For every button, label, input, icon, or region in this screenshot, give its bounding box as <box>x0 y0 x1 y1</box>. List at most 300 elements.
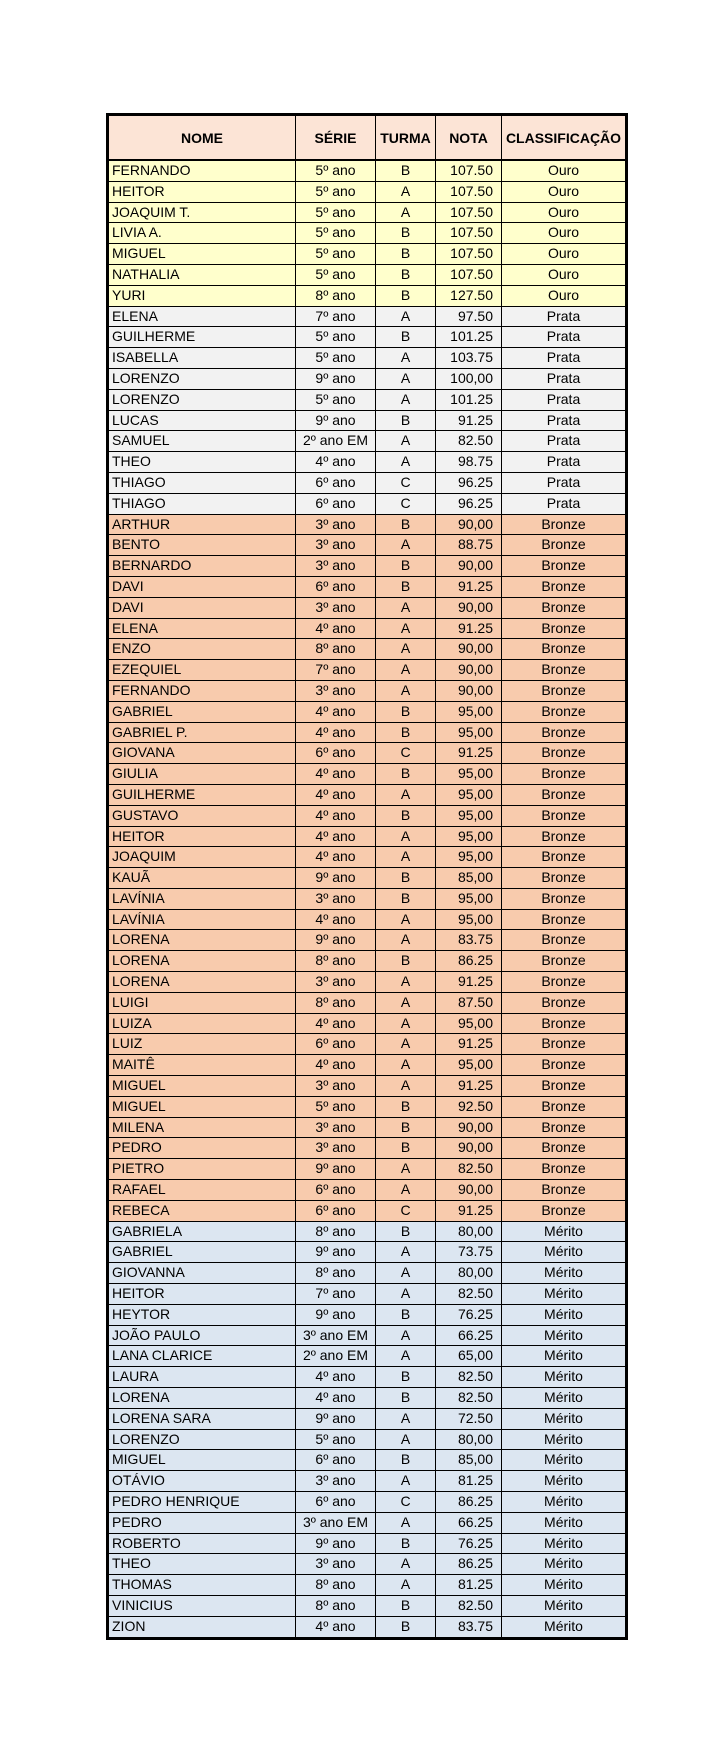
cell-classificacao: Bronze <box>502 1055 627 1076</box>
cell-classificacao: Bronze <box>502 1076 627 1097</box>
table-row <box>108 285 627 306</box>
header-nome: NOME <box>108 115 296 161</box>
cell-classificacao: Bronze <box>502 1096 627 1117</box>
cell-classificacao: Ouro <box>502 244 627 265</box>
table-row <box>108 1076 627 1097</box>
cell-nome: MIGUEL <box>108 1076 296 1097</box>
cell-nome: PEDRO <box>108 1138 296 1159</box>
cell-nome: JOÃO PAULO <box>108 1325 296 1346</box>
cell-turma: B <box>376 576 436 597</box>
cell-turma: A <box>376 431 436 452</box>
cell-classificacao: Mérito <box>502 1367 627 1388</box>
cell-serie: 4º ano <box>296 1616 376 1638</box>
cell-nota: 88.75 <box>436 535 502 556</box>
cell-turma: A <box>376 1284 436 1305</box>
cell-nome: LAVÍNIA <box>108 888 296 909</box>
table-row <box>108 452 627 473</box>
cell-nome: PIETRO <box>108 1159 296 1180</box>
cell-nome: MIGUEL <box>108 244 296 265</box>
cell-classificacao: Bronze <box>502 1159 627 1180</box>
cell-turma: A <box>376 660 436 681</box>
cell-serie: 3º ano EM <box>296 1512 376 1533</box>
cell-nome: GUILHERME <box>108 784 296 805</box>
results-table <box>106 113 628 1640</box>
cell-classificacao: Mérito <box>502 1263 627 1284</box>
cell-serie: 6º ano <box>296 576 376 597</box>
cell-classificacao: Bronze <box>502 805 627 826</box>
cell-serie: 8º ano <box>296 639 376 660</box>
cell-nota: 95,00 <box>436 784 502 805</box>
table-row <box>108 1117 627 1138</box>
cell-nota: 107.50 <box>436 244 502 265</box>
cell-nota: 107.50 <box>436 223 502 244</box>
cell-serie: 5º ano <box>296 389 376 410</box>
cell-classificacao: Bronze <box>502 868 627 889</box>
cell-turma: A <box>376 680 436 701</box>
cell-nome: EZEQUIEL <box>108 660 296 681</box>
cell-nota: 91.25 <box>436 743 502 764</box>
table-row <box>108 181 627 202</box>
cell-nome: HEITOR <box>108 826 296 847</box>
cell-turma: A <box>376 1013 436 1034</box>
cell-nome: THEO <box>108 452 296 473</box>
cell-classificacao: Mérito <box>502 1616 627 1638</box>
cell-nome: LORENA <box>108 930 296 951</box>
cell-serie: 4º ano <box>296 805 376 826</box>
cell-turma: A <box>376 1512 436 1533</box>
cell-nome: LUIZ <box>108 1034 296 1055</box>
cell-nota: 90,00 <box>436 1138 502 1159</box>
cell-serie: 4º ano <box>296 1367 376 1388</box>
cell-nome: VINICIUS <box>108 1595 296 1616</box>
cell-turma: B <box>376 701 436 722</box>
cell-serie: 3º ano <box>296 1117 376 1138</box>
cell-nota: 90,00 <box>436 514 502 535</box>
cell-serie: 4º ano <box>296 1013 376 1034</box>
cell-turma: A <box>376 202 436 223</box>
cell-nota: 80,00 <box>436 1263 502 1284</box>
table-row <box>108 1429 627 1450</box>
table-row <box>108 202 627 223</box>
cell-nota: 101.25 <box>436 327 502 348</box>
cell-nota: 82.50 <box>436 1284 502 1305</box>
cell-nome: SAMUEL <box>108 431 296 452</box>
cell-nota: 86.25 <box>436 951 502 972</box>
cell-serie: 6º ano <box>296 1200 376 1221</box>
cell-turma: A <box>376 1429 436 1450</box>
cell-turma: A <box>376 597 436 618</box>
table-row <box>108 680 627 701</box>
table-row <box>108 1304 627 1325</box>
cell-nota: 72.50 <box>436 1408 502 1429</box>
cell-nota: 96.25 <box>436 472 502 493</box>
cell-serie: 3º ano EM <box>296 1325 376 1346</box>
header-classificacao: CLASSIFICAÇÃO <box>502 115 627 161</box>
cell-serie: 3º ano <box>296 597 376 618</box>
cell-classificacao: Mérito <box>502 1554 627 1575</box>
cell-nome: LORENA <box>108 972 296 993</box>
cell-nome: BERNARDO <box>108 556 296 577</box>
cell-nome: MIGUEL <box>108 1096 296 1117</box>
cell-serie: 3º ano <box>296 888 376 909</box>
cell-classificacao: Mérito <box>502 1471 627 1492</box>
cell-nome: ZION <box>108 1616 296 1638</box>
cell-nome: ROBERTO <box>108 1533 296 1554</box>
table-row <box>108 1492 627 1513</box>
cell-serie: 9º ano <box>296 368 376 389</box>
cell-nota: 107.50 <box>436 160 502 181</box>
cell-nota: 91.25 <box>436 1200 502 1221</box>
cell-nota: 91.25 <box>436 1076 502 1097</box>
cell-nota: 82.50 <box>436 1388 502 1409</box>
cell-nota: 86.25 <box>436 1554 502 1575</box>
cell-nota: 103.75 <box>436 348 502 369</box>
cell-nota: 91.25 <box>436 1034 502 1055</box>
cell-nome: JOAQUIM <box>108 847 296 868</box>
cell-serie: 3º ano <box>296 1554 376 1575</box>
cell-turma: A <box>376 1159 436 1180</box>
cell-classificacao: Prata <box>502 431 627 452</box>
cell-classificacao: Bronze <box>502 743 627 764</box>
cell-classificacao: Bronze <box>502 888 627 909</box>
cell-serie: 5º ano <box>296 1096 376 1117</box>
cell-serie: 8º ano <box>296 1595 376 1616</box>
cell-classificacao: Mérito <box>502 1575 627 1596</box>
cell-nota: 90,00 <box>436 556 502 577</box>
cell-serie: 4º ano <box>296 784 376 805</box>
cell-nota: 82.50 <box>436 1595 502 1616</box>
cell-turma: A <box>376 1346 436 1367</box>
cell-nome: GIOVANA <box>108 743 296 764</box>
cell-nome: LAURA <box>108 1367 296 1388</box>
table-row <box>108 431 627 452</box>
cell-serie: 3º ano <box>296 514 376 535</box>
cell-nome: GABRIEL P. <box>108 722 296 743</box>
cell-classificacao: Bronze <box>502 514 627 535</box>
cell-turma: B <box>376 160 436 181</box>
cell-serie: 6º ano <box>296 743 376 764</box>
cell-nome: ELENA <box>108 618 296 639</box>
cell-nome: LUIGI <box>108 992 296 1013</box>
cell-nota: 91.25 <box>436 972 502 993</box>
cell-serie: 4º ano <box>296 1055 376 1076</box>
cell-serie: 4º ano <box>296 701 376 722</box>
cell-classificacao: Bronze <box>502 992 627 1013</box>
cell-turma: A <box>376 1471 436 1492</box>
cell-nome: LANA CLARICE <box>108 1346 296 1367</box>
cell-nota: 127.50 <box>436 285 502 306</box>
cell-nota: 90,00 <box>436 660 502 681</box>
cell-nota: 101.25 <box>436 389 502 410</box>
table-row <box>108 992 627 1013</box>
cell-nome: GUSTAVO <box>108 805 296 826</box>
header-serie: SÉRIE <box>296 115 376 161</box>
cell-turma: B <box>376 1221 436 1242</box>
cell-classificacao: Bronze <box>502 556 627 577</box>
cell-serie: 9º ano <box>296 410 376 431</box>
cell-serie: 2º ano EM <box>296 431 376 452</box>
cell-turma: B <box>376 285 436 306</box>
table-row <box>108 514 627 535</box>
table-row <box>108 784 627 805</box>
cell-turma: B <box>376 805 436 826</box>
cell-turma: C <box>376 493 436 514</box>
cell-turma: C <box>376 1200 436 1221</box>
cell-classificacao: Bronze <box>502 535 627 556</box>
cell-turma: A <box>376 1180 436 1201</box>
cell-nome: ISABELLA <box>108 348 296 369</box>
cell-classificacao: Prata <box>502 368 627 389</box>
table-row <box>108 244 627 265</box>
cell-serie: 9º ano <box>296 1242 376 1263</box>
cell-classificacao: Bronze <box>502 930 627 951</box>
cell-serie: 3º ano <box>296 1138 376 1159</box>
cell-nota: 95,00 <box>436 722 502 743</box>
cell-serie: 6º ano <box>296 1450 376 1471</box>
cell-turma: B <box>376 327 436 348</box>
table-row <box>108 597 627 618</box>
cell-serie: 6º ano <box>296 472 376 493</box>
cell-nota: 90,00 <box>436 1180 502 1201</box>
cell-nome: RAFAEL <box>108 1180 296 1201</box>
table-row <box>108 1554 627 1575</box>
cell-nota: 95,00 <box>436 701 502 722</box>
cell-turma: A <box>376 306 436 327</box>
cell-nota: 82.50 <box>436 1367 502 1388</box>
table-row <box>108 1325 627 1346</box>
cell-serie: 5º ano <box>296 348 376 369</box>
cell-serie: 6º ano <box>296 493 376 514</box>
cell-classificacao: Bronze <box>502 826 627 847</box>
cell-classificacao: Mérito <box>502 1221 627 1242</box>
cell-classificacao: Bronze <box>502 618 627 639</box>
cell-classificacao: Bronze <box>502 701 627 722</box>
cell-serie: 6º ano <box>296 1180 376 1201</box>
cell-classificacao: Ouro <box>502 223 627 244</box>
cell-nome: THIAGO <box>108 472 296 493</box>
cell-turma: A <box>376 1554 436 1575</box>
cell-serie: 4º ano <box>296 618 376 639</box>
cell-serie: 8º ano <box>296 1221 376 1242</box>
table-row <box>108 826 627 847</box>
cell-serie: 5º ano <box>296 202 376 223</box>
header-row <box>108 115 627 161</box>
table-row <box>108 1388 627 1409</box>
cell-turma: B <box>376 1616 436 1638</box>
cell-classificacao: Bronze <box>502 680 627 701</box>
cell-nome: FERNANDO <box>108 680 296 701</box>
table-row <box>108 348 627 369</box>
cell-serie: 5º ano <box>296 244 376 265</box>
cell-nome: REBECA <box>108 1200 296 1221</box>
cell-nome: GABRIEL <box>108 1242 296 1263</box>
cell-serie: 4º ano <box>296 826 376 847</box>
cell-nota: 95,00 <box>436 1055 502 1076</box>
cell-serie: 4º ano <box>296 764 376 785</box>
cell-nome: BENTO <box>108 535 296 556</box>
cell-nota: 91.25 <box>436 410 502 431</box>
table-row <box>108 1575 627 1596</box>
table-row <box>108 1096 627 1117</box>
table-row <box>108 264 627 285</box>
table-row <box>108 847 627 868</box>
cell-serie: 3º ano <box>296 1471 376 1492</box>
cell-turma: B <box>376 1533 436 1554</box>
table-row <box>108 576 627 597</box>
cell-turma: A <box>376 348 436 369</box>
cell-classificacao: Mérito <box>502 1346 627 1367</box>
cell-nome: MAITÊ <box>108 1055 296 1076</box>
cell-nome: MILENA <box>108 1117 296 1138</box>
cell-turma: A <box>376 1408 436 1429</box>
cell-turma: A <box>376 972 436 993</box>
cell-classificacao: Mérito <box>502 1408 627 1429</box>
cell-turma: B <box>376 1388 436 1409</box>
cell-classificacao: Bronze <box>502 722 627 743</box>
cell-turma: B <box>376 1117 436 1138</box>
cell-nome: GIOVANNA <box>108 1263 296 1284</box>
cell-turma: A <box>376 1242 436 1263</box>
cell-nota: 87.50 <box>436 992 502 1013</box>
cell-classificacao: Mérito <box>502 1512 627 1533</box>
table-row <box>108 1284 627 1305</box>
cell-nome: LORENA <box>108 951 296 972</box>
cell-turma: B <box>376 951 436 972</box>
table-row <box>108 618 627 639</box>
cell-nota: 80,00 <box>436 1429 502 1450</box>
cell-serie: 7º ano <box>296 1284 376 1305</box>
cell-turma: B <box>376 888 436 909</box>
cell-classificacao: Prata <box>502 472 627 493</box>
cell-serie: 9º ano <box>296 930 376 951</box>
cell-classificacao: Mérito <box>502 1492 627 1513</box>
cell-serie: 8º ano <box>296 951 376 972</box>
cell-nota: 86.25 <box>436 1492 502 1513</box>
cell-nome: LIVIA A. <box>108 223 296 244</box>
cell-nome: PEDRO <box>108 1512 296 1533</box>
cell-serie: 9º ano <box>296 868 376 889</box>
cell-turma: A <box>376 1076 436 1097</box>
cell-nota: 96.25 <box>436 493 502 514</box>
table-row <box>108 805 627 826</box>
cell-nome: LUIZA <box>108 1013 296 1034</box>
table-body <box>108 160 627 1638</box>
cell-classificacao: Prata <box>502 306 627 327</box>
table-row <box>108 1013 627 1034</box>
cell-nome: LORENZO <box>108 389 296 410</box>
cell-turma: A <box>376 535 436 556</box>
cell-classificacao: Mérito <box>502 1533 627 1554</box>
cell-classificacao: Bronze <box>502 909 627 930</box>
cell-turma: A <box>376 368 436 389</box>
table-row <box>108 930 627 951</box>
cell-nome: GIULIA <box>108 764 296 785</box>
cell-nota: 91.25 <box>436 618 502 639</box>
cell-serie: 3º ano <box>296 556 376 577</box>
cell-classificacao: Ouro <box>502 160 627 181</box>
table-row <box>108 327 627 348</box>
cell-classificacao: Bronze <box>502 597 627 618</box>
cell-serie: 6º ano <box>296 1492 376 1513</box>
cell-turma: C <box>376 743 436 764</box>
cell-classificacao: Bronze <box>502 1013 627 1034</box>
cell-serie: 9º ano <box>296 1304 376 1325</box>
table-row <box>108 1408 627 1429</box>
cell-nome: DAVI <box>108 576 296 597</box>
cell-classificacao: Ouro <box>502 181 627 202</box>
cell-turma: B <box>376 514 436 535</box>
cell-nome: GUILHERME <box>108 327 296 348</box>
cell-serie: 4º ano <box>296 722 376 743</box>
cell-nota: 76.25 <box>436 1533 502 1554</box>
cell-turma: B <box>376 410 436 431</box>
table-row <box>108 389 627 410</box>
cell-nome: NATHALIA <box>108 264 296 285</box>
table-row <box>108 493 627 514</box>
cell-nota: 82.50 <box>436 1159 502 1180</box>
cell-nome: ELENA <box>108 306 296 327</box>
cell-classificacao: Mérito <box>502 1284 627 1305</box>
cell-nome: KAUÃ <box>108 868 296 889</box>
cell-nome: ARTHUR <box>108 514 296 535</box>
cell-serie: 3º ano <box>296 680 376 701</box>
cell-nota: 82.50 <box>436 431 502 452</box>
cell-nota: 90,00 <box>436 639 502 660</box>
cell-classificacao: Mérito <box>502 1242 627 1263</box>
table-row <box>108 1200 627 1221</box>
cell-nome: GABRIELA <box>108 1221 296 1242</box>
table-row <box>108 1242 627 1263</box>
cell-turma: A <box>376 784 436 805</box>
table-row <box>108 972 627 993</box>
cell-classificacao: Bronze <box>502 972 627 993</box>
table-row <box>108 223 627 244</box>
cell-turma: A <box>376 389 436 410</box>
cell-turma: B <box>376 244 436 265</box>
cell-nome: JOAQUIM T. <box>108 202 296 223</box>
cell-classificacao: Mérito <box>502 1304 627 1325</box>
cell-turma: B <box>376 764 436 785</box>
cell-classificacao: Bronze <box>502 1138 627 1159</box>
cell-serie: 5º ano <box>296 1429 376 1450</box>
cell-classificacao: Bronze <box>502 1200 627 1221</box>
cell-turma: A <box>376 618 436 639</box>
table-row <box>108 1367 627 1388</box>
cell-classificacao: Bronze <box>502 1180 627 1201</box>
table-row <box>108 1512 627 1533</box>
cell-nota: 85,00 <box>436 1450 502 1471</box>
cell-nome: HEITOR <box>108 1284 296 1305</box>
cell-nota: 81.25 <box>436 1575 502 1596</box>
cell-classificacao: Ouro <box>502 202 627 223</box>
table-row <box>108 1221 627 1242</box>
header-turma: TURMA <box>376 115 436 161</box>
table-row <box>108 1159 627 1180</box>
cell-classificacao: Bronze <box>502 639 627 660</box>
cell-nota: 107.50 <box>436 181 502 202</box>
table-row <box>108 1034 627 1055</box>
cell-classificacao: Ouro <box>502 264 627 285</box>
cell-nome: DAVI <box>108 597 296 618</box>
cell-turma: B <box>376 556 436 577</box>
table-row <box>108 535 627 556</box>
cell-classificacao: Mérito <box>502 1388 627 1409</box>
cell-classificacao: Bronze <box>502 1117 627 1138</box>
cell-turma: C <box>376 1492 436 1513</box>
cell-turma: A <box>376 826 436 847</box>
cell-serie: 5º ano <box>296 181 376 202</box>
cell-classificacao: Mérito <box>502 1595 627 1616</box>
